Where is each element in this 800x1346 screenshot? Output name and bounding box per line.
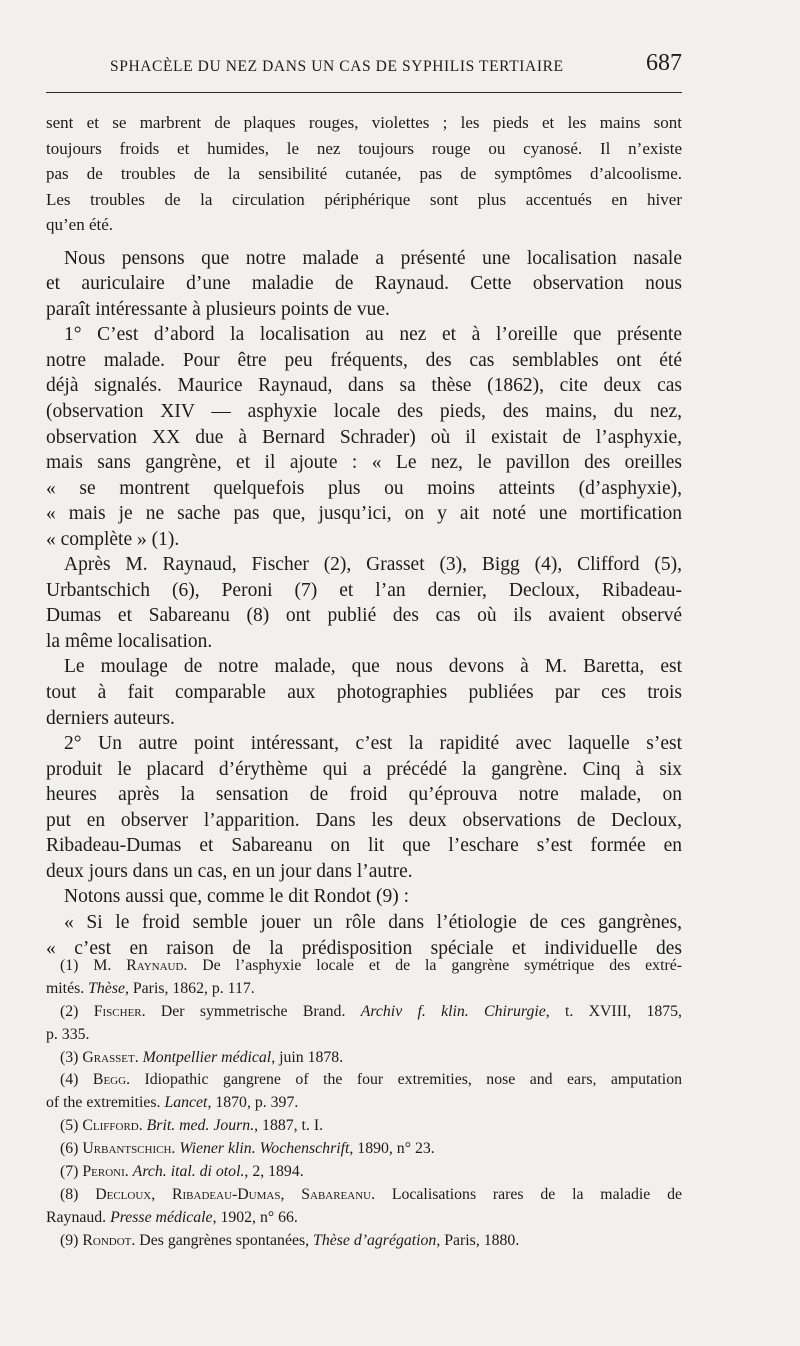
running-title: SPHACÈLE DU NEZ DANS UN CAS DE SYPHILIS TERTIAIRE [110,58,564,75]
body-line: « complète » (1). [46,528,180,550]
footnotes [46,955,682,1253]
footnote-9: (9) Rondot. Des gangrènes spontanées, Thèse d’agrégation, Paris, 1880. [60,1231,520,1249]
body-line: Urbantschich (6), Peroni (7) et l’an dernier, Decloux, Ribadeau- [46,579,682,601]
body-line: Ribadeau-Dumas et Sabareanu on lit que l’eschare s’est formée en [46,835,682,857]
footnote-2-cont: p. 335. [46,1025,90,1043]
body-line: notre malade. Pour être peu fréquents, des cas semblables ont été [46,349,682,371]
body-line: « se montrent quelquefois plus ou moins atteints (d’asphyxie), [46,477,682,499]
page-header [46,50,682,90]
body-line: toujours froids et humides, le nez toujours rouge ou cyanosé. Il n’existe [46,138,682,158]
body-line: qu’en été. [46,215,114,235]
body-line: 1° C’est d’abord la localisation au nez et à l’oreille que présente [64,324,682,346]
body-line: Les troubles de la circulation périphérique sont plus accentués en hiver [46,189,682,209]
footnote-1: (1) M. Raynaud. De l’asphyxie locale et de la gangrène symétrique des extré- [60,957,682,974]
body-line: Le moulage de notre malade, que nous devons à M. Baretta, est [64,656,682,678]
body-line: derniers auteurs. [46,707,175,729]
body-line: Nous pensons que notre malade a présenté une localisation nasale [64,247,682,269]
body-line: observation XX due à Bernard Schrader) où il existait de l’asphyxie, [46,426,682,448]
body-line: sent et se marbrent de plaques rouges, violettes ; les pieds et les mains sont [46,113,682,132]
footnote-3: (3) Grasset. Montpellier médical, juin 1878. [60,1048,344,1066]
body-line: tout à fait comparable aux photographies publiées par ces trois [46,682,682,704]
page-number: 687 [646,50,682,76]
body-line: pas de troubles de la sensibilité cutanée, pas de symptômes d’alcoolisme. [46,164,682,184]
footnote-2: (2) Fischer. Der symmetrische Brand. Archiv f. klin. Chirurgie, t. XVIII, 1875, [60,1002,682,1020]
footnote-4-cont: of the extremities. Lancet, 1870, p. 397. [46,1094,299,1112]
body-line: paraît intéressante à plusieurs points de vue. [46,298,390,320]
header-rule [46,92,682,93]
footnote-8: (8) Decloux, Ribadeau-Dumas, Sabareanu. Localisations rares de la maladie de [60,1185,682,1203]
footnote-4: (4) Begg. Idiopathic gangrene of the four extremities, nose and ears, amputation [60,1071,682,1089]
body-line: « c’est en raison de la prédisposition spéciale et individuelle des [46,937,682,959]
footnote-7: (7) Peroni. Arch. ital. di otol., 2, 1894. [60,1163,304,1181]
body-line: et auriculaire d’une maladie de Raynaud. Cette observation nous [46,273,682,295]
body-line: « Si le froid semble jouer un rôle dans l’étiologie de ces gangrènes, [64,911,682,933]
body-line: 2° Un autre point intéressant, c’est la rapidité avec laquelle s’est [64,733,682,755]
body-line: (observation XIV — asphyxie locale des pieds, des mains, du nez, [46,401,682,423]
footnote-5: (5) Clifford. Brit. med. Journ., 1887, t. I. [60,1117,324,1135]
body-line: mais sans gangrène, et il ajoute : « Le nez, le pavillon des oreilles [46,452,682,474]
body-line: Notons aussi que, comme le dit Rondot (9) : [64,886,410,908]
body-text [46,110,682,961]
body-line: put en observer l’apparition. Dans les deux observations de Decloux, [46,809,682,831]
body-line: déjà signalés. Maurice Raynaud, dans sa thèse (1862), cite deux cas [46,375,682,397]
body-line: heures après la sensation de froid qu’éprouva notre malade, on [46,784,682,806]
footnote-6: (6) Urbantschich. Wiener klin. Wochenschrift, 1890, n° 23. [60,1140,435,1158]
footnote-8-cont: Raynaud. Presse médicale, 1902, n° 66. [46,1208,298,1226]
body-line: Dumas et Sabareanu (8) ont publié des cas où ils avaient observé [46,605,682,627]
body-line: Après M. Raynaud, Fischer (2), Grasset (3), Bigg (4), Clifford (5), [64,554,682,576]
body-line: deux jours dans un cas, en un jour dans l’autre. [46,860,413,882]
body-line: la même localisation. [46,630,213,652]
footnote-1-cont: mités. Thèse, Paris, 1862, p. 117. [46,979,255,997]
body-line: « mais je ne sache pas que, jusqu’ici, on y ait noté une mortification [46,503,682,525]
body-line: produit le placard d’érythème qui a précédé la gangrène. Cinq à six [46,758,682,780]
